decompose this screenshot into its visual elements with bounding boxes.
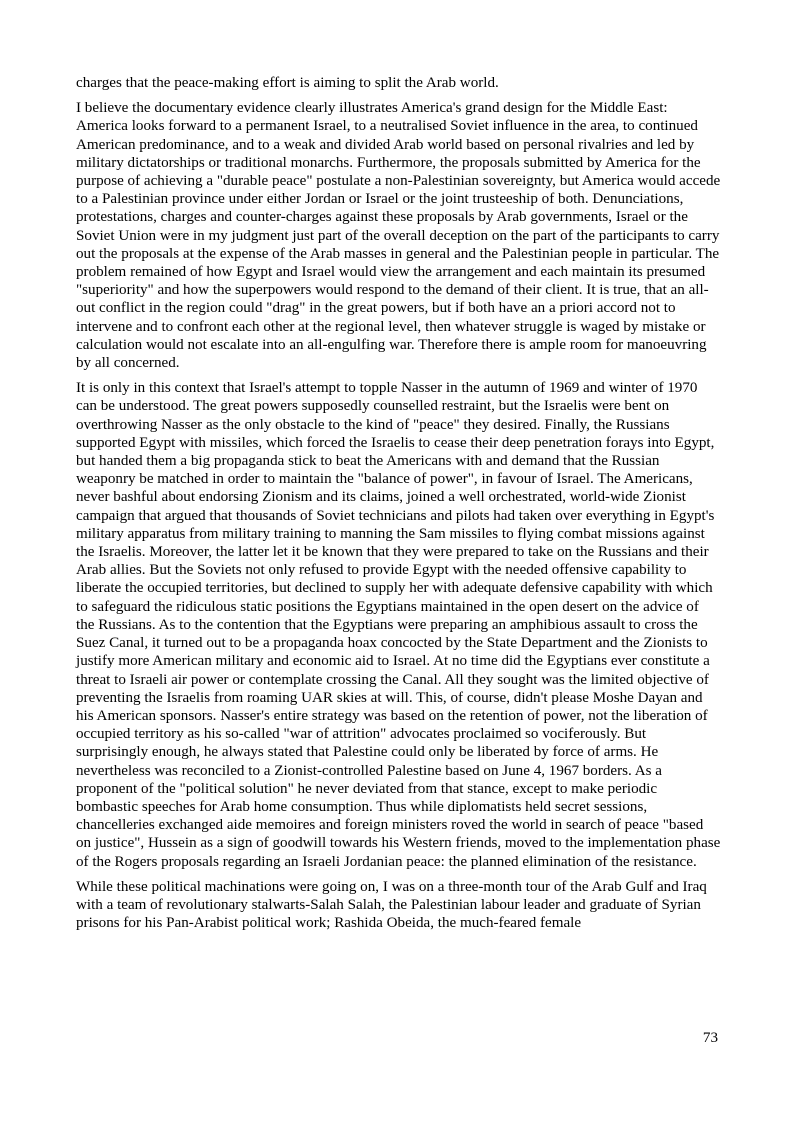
paragraph: While these political machinations were going on, I was on a three-month tour of the Arab Gulf and Iraq with a team of revolutionary stalwarts-Salah Salah, the Palestinian labour leader and graduate of Syrian prisons for his Pan-Arabist political work; Rashida Obeida, the much-feared female	[76, 878, 707, 932]
page-number: 73	[702, 1030, 718, 1046]
paragraph: I believe the documentary evidence clearly illustrates America's grand design for the Middle East: America looks forward to a permanent Israel, to a neutralised Soviet influence in the area, to continued American predominance, and to a weak and divided Arab world based on personal rivalries and led by military dictatorships or traditional monarchs. Furthermore, the proposals submitted by America for the purpose of achieving a "durable peace" postulate a non-Palestinian sovereignty, but America would accede to a Palestinian province under either Jordan or Israel or the joint trusteeship of both. Denunciations, protestations, charges and counter-charges against these proposals by Arab governments, Israel or the Soviet Union were in my judgment just part of the overall deception on the part of the participants to carry out the proposals at the expense of the Arab masses in general and the Palestinian people in particular. The problem remained of how Egypt and Israel would view the arrangement and each maintain its presumed "superiority" and how the superpowers would respond to the demand of their client. It is true, that an all-out conflict in the region could "drag" in the great powers, but if both have an a priori accord not to intervene and to confront each other at the regional level, then whatever struggle is waged by mistake or calculation would not escalate into an all-engulfing war. Therefore there is ample room for manoeuvring by all concerned.	[76, 100, 721, 372]
paragraph: It is only in this context that Israel's attempt to topple Nasser in the autumn of 1969 and winter of 1970 can be understood. The great powers supposedly counselled restraint, but the Israelis were bent on overthrowing Nasser as the only obstacle to the kind of "peace" they desired. Finally, the Russians supported Egypt with missiles, which forced the Israelis to cease their deep penetration forays into Egypt, but handed them a big propaganda stick to beat the Americans with and demand that the Russian weaponry be matched in order to maintain the "balance of power", in favour of Israel. The Americans, never bashful about endorsing Zionism and its claims, joined a well orchestrated, world-wide Zionist campaign that argued that thousands of Soviet technicians and pilots had taken over everything in Egypt's military apparatus from military training to manning the Sam missiles to flying combat missions against the Israelis. Moreover, the latter let it be known that they were prepared to take on the Russians and their Arab allies. But the Soviets not only refused to provide Egypt with the needed offensive capability to liberate the occupied territories, but declined to supply her with adequate defensive capability with which to safeguard the ridiculous static positions the Egyptians maintained in the open desert on the advice of the Russians. As to the contention that the Egyptians were preparing an amphibious assault to cross the Suez Canal, it turned out to be a propaganda hoax concocted by the State Department and the Zionists to justify more American military and economic aid to Israel. At no time did the Egyptians ever constitute a threat to Israeli air power or contemplate crossing the Canal. All they sought was the limited objective of preventing the Israelis from roaming UAR skies at will. This, of course, didn't please Moshe Dayan and his American sponsors. Nasser's entire strategy was based on the retention of power, not the liberation of occupied territory as his so-called "war of attrition" advocates proclaimed so vociferously. But surprisingly enough, he always stated that Palestine could only be liberated by force of arms. He nevertheless was reconciled to a Zionist-controlled Palestine based on June 4, 1967 borders. As a proponent of the "political solution" he never deviated from that stance, except to make periodic bombastic speeches for Arab home consumption. Thus while diplomatists held secret sessions, chancelleries exchanged aide memoires and foreign ministers roved the world in search of peace "based on justice", Hussein as a sign of goodwill towards his Western friends, moved to the implementation phase of the Rogers proposals regarding an Israeli Jordanian peace: the planned elimination of the resistance.	[76, 380, 721, 870]
document-body	[76, 74, 721, 939]
paragraph: charges that the peace-making effort is aiming to split the Arab world.	[76, 75, 499, 91]
